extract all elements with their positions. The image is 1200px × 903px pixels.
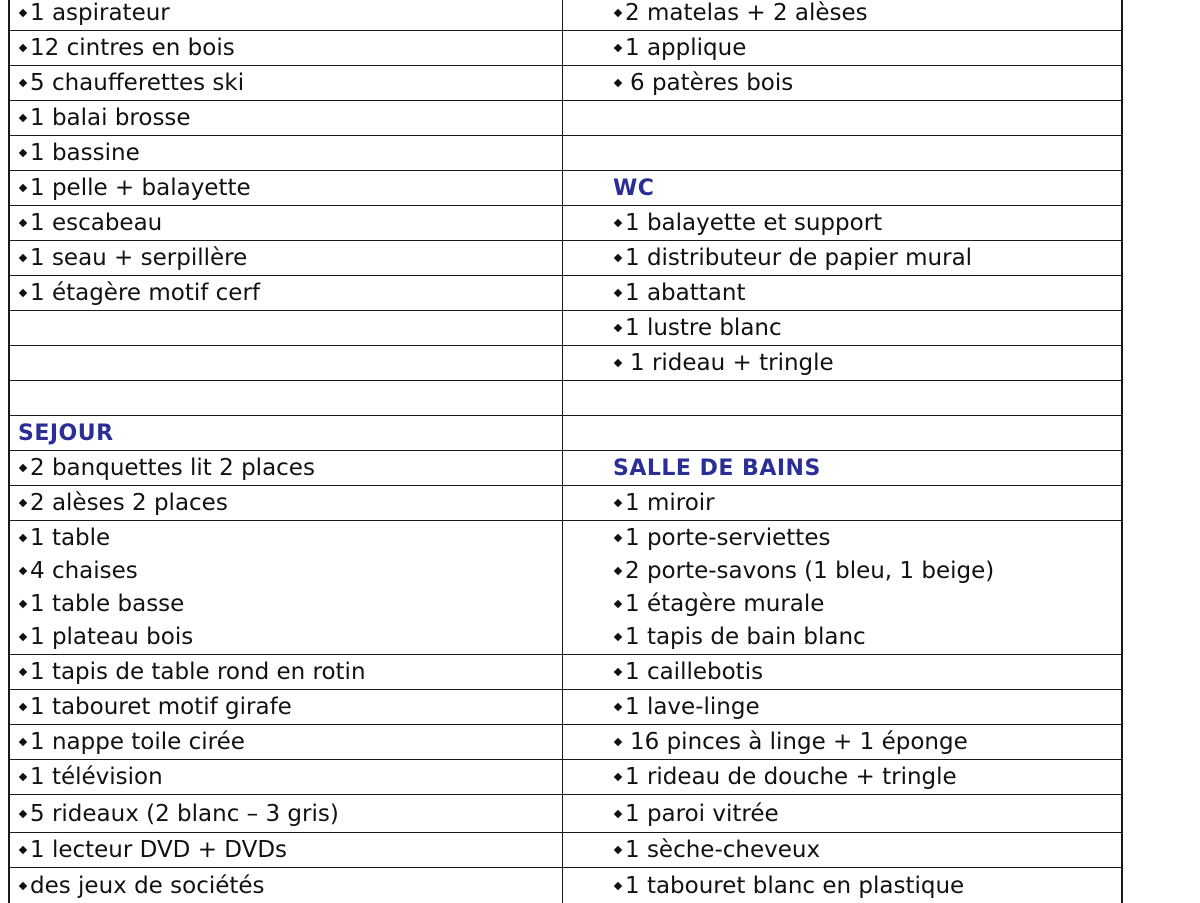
section-heading-text: SEJOUR bbox=[18, 420, 114, 446]
left-column-cell bbox=[10, 486, 563, 520]
item-text: 1 tabouret motif girafe bbox=[30, 694, 292, 720]
inventory-item bbox=[18, 588, 562, 621]
inventory-item bbox=[613, 555, 1121, 588]
inventory-item bbox=[613, 0, 1121, 30]
inventory-item bbox=[613, 761, 1121, 794]
diamond-bullet-icon bbox=[19, 44, 27, 52]
left-column-cell bbox=[10, 451, 563, 485]
left-column-cell bbox=[10, 795, 563, 832]
item-text: 1 escabeau bbox=[30, 210, 163, 236]
section-heading bbox=[613, 172, 1121, 205]
item-text: 2 porte-savons (1 bleu, 1 beige) bbox=[625, 558, 995, 584]
item-text: 1 distributeur de papier mural bbox=[625, 245, 973, 271]
left-column-cell bbox=[10, 655, 563, 689]
right-column-cell bbox=[563, 276, 1121, 310]
right-column-cell bbox=[563, 0, 1121, 30]
right-column-cell bbox=[563, 31, 1121, 65]
right-column-cell bbox=[563, 833, 1121, 867]
item-text: 1 table bbox=[30, 525, 111, 551]
item-text: 2 alèses 2 places bbox=[30, 490, 228, 516]
item-text: 1 plateau bois bbox=[30, 624, 194, 650]
inventory-item bbox=[613, 487, 1121, 520]
item-text: 1 aspirateur bbox=[30, 0, 170, 26]
table-row bbox=[10, 381, 1121, 416]
right-column-cell bbox=[563, 241, 1121, 275]
inventory-item bbox=[18, 726, 562, 759]
item-text: des jeux de sociétés bbox=[30, 872, 265, 899]
left-column-cell bbox=[10, 171, 563, 205]
diamond-bullet-icon bbox=[19, 773, 27, 781]
left-column-cell bbox=[10, 725, 563, 759]
left-column-cell bbox=[10, 241, 563, 275]
inventory-table bbox=[8, 0, 1123, 903]
inventory-item bbox=[18, 621, 562, 654]
left-column-cell bbox=[10, 101, 563, 135]
inventory-item bbox=[18, 555, 562, 588]
item-text: 5 rideaux (2 blanc – 3 gris) bbox=[30, 800, 339, 827]
inventory-item bbox=[18, 869, 562, 902]
table-row bbox=[10, 655, 1121, 690]
table-row bbox=[10, 521, 1121, 655]
inventory-item bbox=[18, 32, 562, 65]
right-column-cell bbox=[563, 311, 1121, 345]
inventory-item bbox=[18, 0, 562, 30]
left-column-cell bbox=[10, 381, 563, 415]
inventory-item bbox=[613, 242, 1121, 275]
inventory-item bbox=[18, 522, 562, 555]
table-row bbox=[10, 451, 1121, 486]
diamond-bullet-icon bbox=[19, 114, 27, 122]
diamond-bullet-icon bbox=[614, 44, 622, 52]
diamond-bullet-icon bbox=[19, 79, 27, 87]
item-text: 1 lustre blanc bbox=[625, 315, 782, 341]
table-row bbox=[10, 311, 1121, 346]
right-column-cell bbox=[563, 690, 1121, 724]
diamond-bullet-icon bbox=[614, 846, 622, 854]
table-row bbox=[10, 0, 1121, 31]
right-column-cell bbox=[563, 346, 1121, 380]
left-column-cell bbox=[10, 868, 563, 903]
left-column-cell bbox=[10, 760, 563, 794]
diamond-bullet-icon bbox=[19, 703, 27, 711]
diamond-bullet-icon bbox=[19, 254, 27, 262]
item-text: 1 tabouret blanc en plastique bbox=[625, 872, 965, 899]
right-column-cell bbox=[563, 760, 1121, 794]
left-column-cell bbox=[10, 521, 563, 654]
table-row bbox=[10, 868, 1121, 903]
item-text: 1 tapis de bain blanc bbox=[625, 624, 866, 650]
table-row bbox=[10, 276, 1121, 311]
table-row bbox=[10, 725, 1121, 760]
item-text: 1 miroir bbox=[625, 490, 715, 516]
inventory-item bbox=[613, 726, 1121, 759]
inventory-item bbox=[18, 67, 562, 100]
item-text: 1 nappe toile cirée bbox=[30, 729, 245, 755]
diamond-bullet-icon bbox=[614, 79, 622, 87]
item-text: 1 sèche-cheveux bbox=[625, 837, 821, 863]
item-text: 1 tapis de table rond en rotin bbox=[30, 659, 366, 685]
item-text: 1 seau + serpillère bbox=[30, 245, 248, 271]
right-column-cell bbox=[563, 101, 1121, 135]
inventory-item bbox=[613, 588, 1121, 621]
left-column-cell bbox=[10, 346, 563, 380]
inventory-item bbox=[613, 347, 1121, 380]
left-column-cell bbox=[10, 311, 563, 345]
right-column-cell bbox=[563, 795, 1121, 832]
left-column-cell bbox=[10, 31, 563, 65]
item-text: 1 applique bbox=[625, 35, 747, 61]
diamond-bullet-icon bbox=[614, 567, 622, 575]
section-heading bbox=[613, 452, 1121, 485]
inventory-item bbox=[18, 137, 562, 170]
inventory-item bbox=[18, 834, 562, 867]
table-row bbox=[10, 760, 1121, 795]
item-text: 1 lecteur DVD + DVDs bbox=[30, 837, 288, 863]
inventory-item bbox=[613, 522, 1121, 555]
diamond-bullet-icon bbox=[19, 846, 27, 854]
table-row bbox=[10, 31, 1121, 66]
section-heading-text: SALLE DE BAINS bbox=[613, 455, 821, 481]
item-text: 1 caillebotis bbox=[625, 659, 764, 685]
inventory-item bbox=[18, 242, 562, 275]
right-column-cell bbox=[563, 521, 1121, 654]
item-text: 12 cintres en bois bbox=[30, 35, 235, 61]
diamond-bullet-icon bbox=[614, 668, 622, 676]
inventory-item bbox=[18, 487, 562, 520]
diamond-bullet-icon bbox=[19, 668, 27, 676]
inventory-item bbox=[18, 691, 562, 724]
inventory-item bbox=[18, 207, 562, 240]
right-column-cell bbox=[563, 171, 1121, 205]
table-row bbox=[10, 416, 1121, 451]
diamond-bullet-icon bbox=[19, 289, 27, 297]
item-text: 2 banquettes lit 2 places bbox=[30, 455, 315, 481]
right-column-cell bbox=[563, 868, 1121, 903]
inventory-item bbox=[613, 67, 1121, 100]
table-row bbox=[10, 346, 1121, 381]
inventory-item bbox=[613, 834, 1121, 867]
inventory-item bbox=[18, 656, 562, 689]
item-text: 1 rideau + tringle bbox=[630, 350, 834, 376]
inventory-item bbox=[613, 312, 1121, 345]
diamond-bullet-icon bbox=[19, 499, 27, 507]
item-text: 6 patères bois bbox=[630, 70, 794, 96]
inventory-item bbox=[18, 452, 562, 485]
table-row bbox=[10, 833, 1121, 868]
left-column-cell bbox=[10, 416, 563, 450]
table-row bbox=[10, 486, 1121, 521]
item-text: 1 rideau de douche + tringle bbox=[625, 764, 957, 790]
diamond-bullet-icon bbox=[19, 633, 27, 641]
inventory-item bbox=[18, 797, 562, 830]
item-text: 4 chaises bbox=[30, 558, 138, 584]
inventory-item bbox=[613, 277, 1121, 310]
right-column-cell bbox=[563, 206, 1121, 240]
diamond-bullet-icon bbox=[19, 464, 27, 472]
table-row bbox=[10, 66, 1121, 101]
right-column-cell bbox=[563, 725, 1121, 759]
inventory-item bbox=[613, 621, 1121, 654]
table-row bbox=[10, 241, 1121, 276]
left-column-cell bbox=[10, 0, 563, 30]
diamond-bullet-icon bbox=[19, 881, 27, 889]
diamond-bullet-icon bbox=[19, 809, 27, 817]
left-column-cell bbox=[10, 276, 563, 310]
inventory-item bbox=[613, 207, 1121, 240]
diamond-bullet-icon bbox=[614, 359, 622, 367]
right-column-cell bbox=[563, 416, 1121, 450]
left-column-cell bbox=[10, 206, 563, 240]
item-text: 1 télévision bbox=[30, 764, 163, 790]
diamond-bullet-icon bbox=[614, 738, 622, 746]
item-text: 1 bassine bbox=[30, 140, 140, 166]
diamond-bullet-icon bbox=[614, 219, 622, 227]
item-text: 16 pinces à linge + 1 éponge bbox=[630, 729, 968, 755]
diamond-bullet-icon bbox=[614, 703, 622, 711]
left-column-cell bbox=[10, 690, 563, 724]
item-text: 2 matelas + 2 alèses bbox=[625, 0, 868, 26]
diamond-bullet-icon bbox=[614, 600, 622, 608]
item-text: 1 paroi vitrée bbox=[625, 800, 779, 827]
table-row bbox=[10, 171, 1121, 206]
right-column-cell bbox=[563, 66, 1121, 100]
diamond-bullet-icon bbox=[19, 184, 27, 192]
diamond-bullet-icon bbox=[19, 534, 27, 542]
inventory-item bbox=[613, 869, 1121, 902]
diamond-bullet-icon bbox=[19, 738, 27, 746]
inventory-item bbox=[18, 102, 562, 135]
table-row bbox=[10, 206, 1121, 241]
item-text: 5 chaufferettes ski bbox=[30, 70, 245, 96]
left-column-cell bbox=[10, 833, 563, 867]
item-text: 1 porte-serviettes bbox=[625, 525, 831, 551]
inventory-item bbox=[18, 172, 562, 205]
diamond-bullet-icon bbox=[19, 149, 27, 157]
right-column-cell bbox=[563, 451, 1121, 485]
item-text: 1 pelle + balayette bbox=[30, 175, 251, 201]
diamond-bullet-icon bbox=[614, 881, 622, 889]
item-text: 1 balai brosse bbox=[30, 105, 191, 131]
right-column-cell bbox=[563, 136, 1121, 170]
inventory-item bbox=[18, 761, 562, 794]
right-column-cell bbox=[563, 381, 1121, 415]
inventory-item bbox=[613, 797, 1121, 830]
item-text: 1 table basse bbox=[30, 591, 185, 617]
diamond-bullet-icon bbox=[19, 9, 27, 17]
item-text: 1 étagère motif cerf bbox=[30, 280, 261, 306]
item-text: 1 étagère murale bbox=[625, 591, 825, 617]
diamond-bullet-icon bbox=[614, 324, 622, 332]
inventory-item bbox=[18, 277, 562, 310]
diamond-bullet-icon bbox=[614, 534, 622, 542]
diamond-bullet-icon bbox=[614, 809, 622, 817]
diamond-bullet-icon bbox=[614, 289, 622, 297]
item-text: 1 balayette et support bbox=[625, 210, 883, 236]
diamond-bullet-icon bbox=[614, 773, 622, 781]
diamond-bullet-icon bbox=[19, 600, 27, 608]
right-column-cell bbox=[563, 486, 1121, 520]
left-column-cell bbox=[10, 66, 563, 100]
diamond-bullet-icon bbox=[614, 633, 622, 641]
left-column-cell bbox=[10, 136, 563, 170]
diamond-bullet-icon bbox=[19, 219, 27, 227]
diamond-bullet-icon bbox=[614, 254, 622, 262]
right-column-cell bbox=[563, 655, 1121, 689]
diamond-bullet-icon bbox=[614, 9, 622, 17]
diamond-bullet-icon bbox=[614, 499, 622, 507]
section-heading bbox=[18, 417, 562, 450]
diamond-bullet-icon bbox=[19, 567, 27, 575]
table-row bbox=[10, 101, 1121, 136]
table-row bbox=[10, 795, 1121, 833]
inventory-item bbox=[613, 691, 1121, 724]
section-heading-text: WC bbox=[613, 175, 655, 201]
item-text: 1 lave-linge bbox=[625, 694, 760, 720]
table-row bbox=[10, 136, 1121, 171]
inventory-item bbox=[613, 32, 1121, 65]
item-text: 1 abattant bbox=[625, 280, 746, 306]
inventory-item bbox=[613, 656, 1121, 689]
table-row bbox=[10, 690, 1121, 725]
